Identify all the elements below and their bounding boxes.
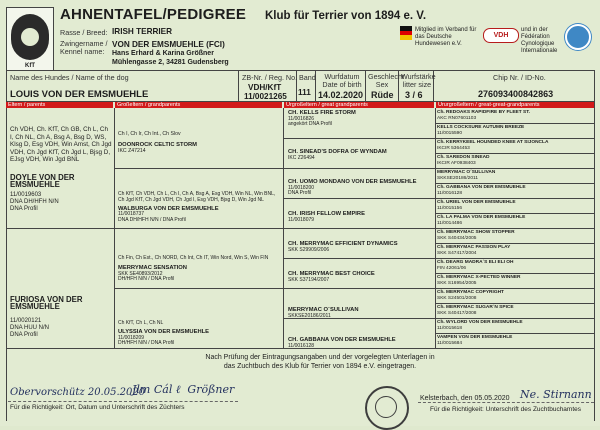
gg-grandparent-name: Ch. LA PALMA VON DER EMSMUEHLE	[437, 215, 526, 220]
gg-grandparent-name: Ch. MERRYMAC SHOW STOPPER	[437, 230, 515, 235]
gg-grandparent-name: Ch. DEARG MADRA´S ELI ELI OH	[437, 260, 514, 265]
great-grandparent-6-name: CH. MERRYMAC BEST CHOICE	[288, 271, 375, 277]
grandparent-3	[118, 256, 280, 283]
grandparent-2-reg: 11/0018737	[118, 211, 145, 218]
grandparent-1-name: DOONROCK CELTIC STORM	[118, 142, 198, 148]
gg-grandparent-name: Ch. SAREDON SINEAD	[437, 155, 490, 160]
owner-address: Mühlengasse 2, 34281 Gudensberg	[112, 59, 229, 66]
great-grandparent-8-reg: 11/0016128	[288, 342, 315, 349]
dam-dna-2: DNA Profil	[10, 332, 38, 338]
great-grandparent-3-name: CH. UOMO MONDANO VON DER EMSMUEHLE	[288, 179, 417, 185]
gg-grandparent-name: Ch. MERRYMAC X-PECTED WINNER	[437, 275, 521, 280]
great-grandparent-7-name: MERRYMAC O´SULLIVAN	[288, 307, 359, 313]
sex-label: Geschlecht Sex	[368, 72, 404, 89]
dog-name: LOUIS VON DER EMSMUEHLE	[10, 89, 149, 100]
breed-value: IRISH TERRIER	[112, 27, 173, 36]
grandparent-2	[118, 192, 280, 224]
great-grandparent-8	[288, 338, 433, 349]
reg-no-value-2: 11/0021265	[244, 92, 287, 101]
breeder-place-date: Obervorschütz 20.05.2020	[10, 387, 146, 398]
gg-grandparent-reg: SKK S24501/2008	[437, 295, 477, 301]
grandparent-4-reg: 11/0018209	[118, 334, 145, 341]
dam-dna-1: DNA HUU N/N	[10, 325, 50, 331]
gg-grandparent-reg: 11/0016128	[437, 190, 462, 196]
gg-grandparent-reg: SKKSE20186/2011	[437, 175, 478, 181]
grandparent-3-extra: DH/HFH N/N / DNA Profil	[118, 276, 175, 283]
gg-grandparent-15	[437, 320, 597, 331]
gg-grandparent-reg: SKK S40434/2005	[437, 235, 477, 241]
gg-grandparent-reg: SKK S47417/2004	[437, 250, 477, 256]
great-grandparent-4-name: CH. IRISH FELLOW EMPIRE	[288, 211, 365, 217]
fci-logo-icon	[565, 24, 591, 50]
grandparent-1	[118, 131, 278, 154]
sire-titles: Ch VDH, Ch. KfT, Ch GB, Ch L, Ch I, Ch NL, Ch A, Bsg A, Bsg D, WS, Klsg D, Esg VDH, Win Amst, Ch Jgd VDH, Ch Jgd KfT, Ch Jgd L, Bjsg D, EJsg VDH, Win Jgd BNL	[10, 126, 112, 164]
band-label: Band	[299, 73, 316, 82]
dam-reg: 11/0020121	[10, 318, 42, 324]
gg-grandparent-reg: 11/0015618	[437, 325, 462, 331]
club-stamp-icon	[365, 386, 409, 430]
column-header-great-grandparents: Urgroßeltern / great grandparents	[286, 102, 368, 108]
reg-no-value-1: VDH/KfT	[248, 83, 282, 92]
gg-grandparent-11	[437, 260, 597, 271]
grandparent-3-titles: Ch Fin, Ch Est., Ch NORD, Ch Int, Ch IT, Win Nord, Win S, Win FIN	[118, 255, 269, 261]
great-grandparent-7	[288, 308, 433, 319]
grandparent-4	[118, 321, 280, 347]
great-grandparent-8-name: CH. GABBANA VON DER EMSMUEHLE	[288, 337, 396, 343]
gg-grandparent-5	[437, 170, 597, 181]
litter-size-label: Wurfstärke litter size	[401, 72, 436, 89]
gg-grandparent-name: Ch. MERRYMAC COPYRIGHT	[437, 290, 504, 295]
logo-text: KfT	[25, 63, 35, 69]
gg-grandparent-9	[437, 230, 597, 241]
german-flag-icon	[400, 26, 412, 40]
grandparent-3-name: MERRYMAC SENSATION	[118, 264, 187, 271]
sire-name: DOYLE VON DER EMSMUEHLE	[10, 172, 75, 189]
vdh-membership-text: Mitglied im Verband für das Deutsche Hundewesen e.V.	[415, 27, 477, 47]
gg-grandparent-reg: 11/0015156	[437, 205, 462, 211]
column-header-grandparents: Großeltern / grandparents	[117, 102, 181, 108]
great-grandparent-1-name: CH. KELLS FIRE STORM	[288, 110, 356, 116]
dog-name-label: Name des Hundes / Name of the dog	[10, 73, 129, 82]
gg-grandparent-1	[437, 110, 597, 121]
band-value: 111	[298, 88, 311, 97]
kennel-label: Zwingername / Kennel name:	[60, 39, 108, 56]
great-grandparent-5-reg: SKK S29909/2006	[288, 246, 330, 253]
gg-grandparent-reg: IKCIR 5364453	[437, 145, 470, 151]
great-grandparent-1	[288, 111, 433, 128]
grandparent-1-reg: IKC Z47214	[118, 148, 146, 154]
great-grandparent-6	[288, 272, 433, 283]
grandparent-3-reg: SKK SE40893/2012	[118, 270, 163, 277]
great-grandparent-1-reg: 11/0016826	[288, 115, 315, 122]
gg-grandparent-name: Ch. GABBANA VON DER EMSMUEHLE	[437, 185, 526, 190]
gg-grandparent-13	[437, 290, 597, 301]
gg-grandparent-reg: AKC RN07601103	[437, 115, 477, 121]
club-name: Klub für Terrier von 1894 e. V.	[265, 10, 427, 22]
grandparent-2-extra: DNA DH/HFH N/N / DNA Profil	[118, 217, 186, 224]
gg-grandparent-name: Ch. WYLORD VON DER EMSMUEHLE	[437, 320, 523, 325]
dam-name: FURIOSA VON DER EMSMUEHLE	[10, 295, 83, 311]
grandparent-4-extra: DH/HFH N/N / DNA Profil	[118, 340, 175, 347]
column-header-parents: Eltern / parents	[8, 102, 46, 108]
kennel-value: VON DER EMSMUEHLE (FCI)	[112, 40, 225, 49]
gg-grandparent-name: Ch. URIEL VON DER EMSMUEHLE	[437, 200, 516, 205]
great-grandparent-1-extra: angekört DNA Profil	[288, 121, 332, 128]
office-sig-label: Für die Richtigkeit: Unterschrift des Zuchtbuchamtes	[430, 406, 582, 413]
gg-grandparent-reg: 11/0015684	[437, 340, 462, 346]
club-logo	[6, 7, 54, 71]
gg-grandparent-8	[437, 215, 597, 226]
gg-grandparent-name: VAMPEN VON DER EMSMUEHLE	[437, 335, 513, 340]
fci-membership-text: und in der Fédération Cynologique Internationale	[521, 27, 558, 54]
breeder-signature: Jlm Cál ℓ Größner	[132, 383, 235, 396]
gg-grandparent-name: Ch. REDOAKS RAPIDFIRE BY FLEET ST.	[437, 110, 530, 115]
reg-no-label: ZB-Nr. / Reg. No.	[242, 73, 298, 82]
gg-grandparent-name: Ch. MERRYMAC PASSION PLAY	[437, 245, 511, 250]
gg-grandparent-name: Ch. MERRYMAC SUGAR´N SPICE	[437, 305, 514, 310]
great-grandparent-3-reg: 11/0018200	[288, 184, 315, 191]
great-grandparent-2-name: CH. SINEAD'S DOFRA OF WYNDAM	[288, 149, 387, 155]
breeder-sig-label: Für die Richtigkeit: Ort, Datum und Unterschrift des Züchters	[10, 404, 185, 411]
breed-label: Rasse / Breed:	[60, 28, 108, 37]
gg-grandparent-reg: SKK S40417/2008	[437, 310, 477, 316]
gg-grandparent-4	[437, 155, 597, 166]
dam	[10, 296, 112, 339]
gg-grandparent-reg: 11/0014486	[437, 220, 462, 226]
certification-text: Nach Prüfung der Eintragungsangaben und der vorgelegten Unterlagen in das Zuchtbuch des Klub für Terrier von 1894 e.V. eingetragen.	[205, 354, 435, 370]
great-grandparent-2-reg: IKC Z26494	[288, 154, 315, 161]
gg-grandparent-name: MERRYMAC O´SULLIVAN	[437, 170, 496, 175]
gg-grandparent-reg: FIN 42061/06	[437, 265, 467, 271]
great-grandparent-5	[288, 242, 433, 253]
terrier-emblem-icon	[11, 14, 49, 60]
office-signature: Ne. Stirnann	[520, 388, 592, 401]
gg-grandparent-14	[437, 305, 597, 316]
office-place-date: Kelsterbach, den 05.05.2020	[420, 395, 510, 402]
gg-grandparent-10	[437, 245, 597, 256]
grandparent-2-titles: Ch KfT, Ch VDH, Ch L, Ch I, Ch A, Bsg A, Esg VDH, Win NL, Win BNL, Ch Jgd KfT, Ch Jgd VDH, Ch Jgd I, Esg VDH, Bjsg D, Win Jgd NL	[118, 191, 276, 203]
gg-grandparent-reg: IKCIR AF0938403	[437, 160, 476, 166]
birth-date-value: 14.02.2020	[318, 90, 364, 100]
vdh-logo: VDH	[483, 28, 519, 43]
great-grandparent-7-reg: SKKSE20186/2011	[288, 312, 331, 319]
gg-grandparent-7	[437, 200, 597, 211]
gg-grandparent-reg: 11/0015590	[437, 130, 462, 136]
gg-grandparent-12	[437, 275, 597, 286]
gg-grandparent-reg: SKK S16954/2005	[437, 280, 477, 286]
document-title: AHNENTAFEL/PEDIGREE	[60, 6, 247, 23]
great-grandparent-3-extra: DNA Profil	[288, 190, 312, 197]
sire-reg: 11/0019603	[10, 191, 42, 198]
birth-date-label: Wurfdatum Date of birth	[322, 72, 362, 89]
sex-value: Rüde	[371, 90, 394, 100]
grandparent-4-name: ULYSSIA VON DER EMSMUEHLE	[118, 328, 210, 335]
grandparent-1-titles: Ch I, Ch Ir, Ch Int., Ch Slov	[118, 131, 181, 137]
gg-grandparent-name: KELLS COCKSURE AUTUMN BREEZE	[437, 125, 525, 130]
gg-grandparent-6	[437, 185, 597, 196]
owner-name: Hans Erhard & Karina Größner	[112, 50, 214, 57]
sire-dna-2: DNA Profil	[10, 205, 38, 212]
litter-size-value: 3 / 6	[405, 90, 423, 100]
gg-grandparent-16	[437, 335, 597, 346]
great-grandparent-4-reg: 11/0018079	[288, 216, 315, 223]
grandparent-4-titles: Ch KfT, Ch L, Ch NL	[118, 320, 164, 326]
great-grandparent-3	[288, 180, 433, 197]
great-grandparent-2	[288, 150, 433, 161]
gg-grandparent-3	[437, 140, 597, 151]
great-grandparent-4	[288, 212, 433, 223]
sire-dna-1: DNA DH/HFH N/N	[10, 198, 59, 205]
great-grandparent-5-name: CH. MERRYMAC EFFICIENT DYNAMICS	[288, 241, 398, 247]
chip-value: 276093400842863	[478, 89, 554, 99]
gg-grandparent-name: Ch. KERRYKEEL HOUNDED KNEE AT SIJONCLA	[437, 140, 549, 145]
column-header-gg-grandparents: Ururgroßeltern / great-great-grandparents	[438, 102, 540, 108]
gg-grandparent-2	[437, 125, 597, 136]
grandparent-2-name: WALBURGA VON DER EMSMUEHLE	[118, 205, 219, 212]
chip-label: Chip Nr. / ID-No.	[493, 73, 546, 82]
great-grandparent-6-reg: SKK S37194/2007	[288, 276, 330, 283]
sire	[10, 126, 112, 213]
